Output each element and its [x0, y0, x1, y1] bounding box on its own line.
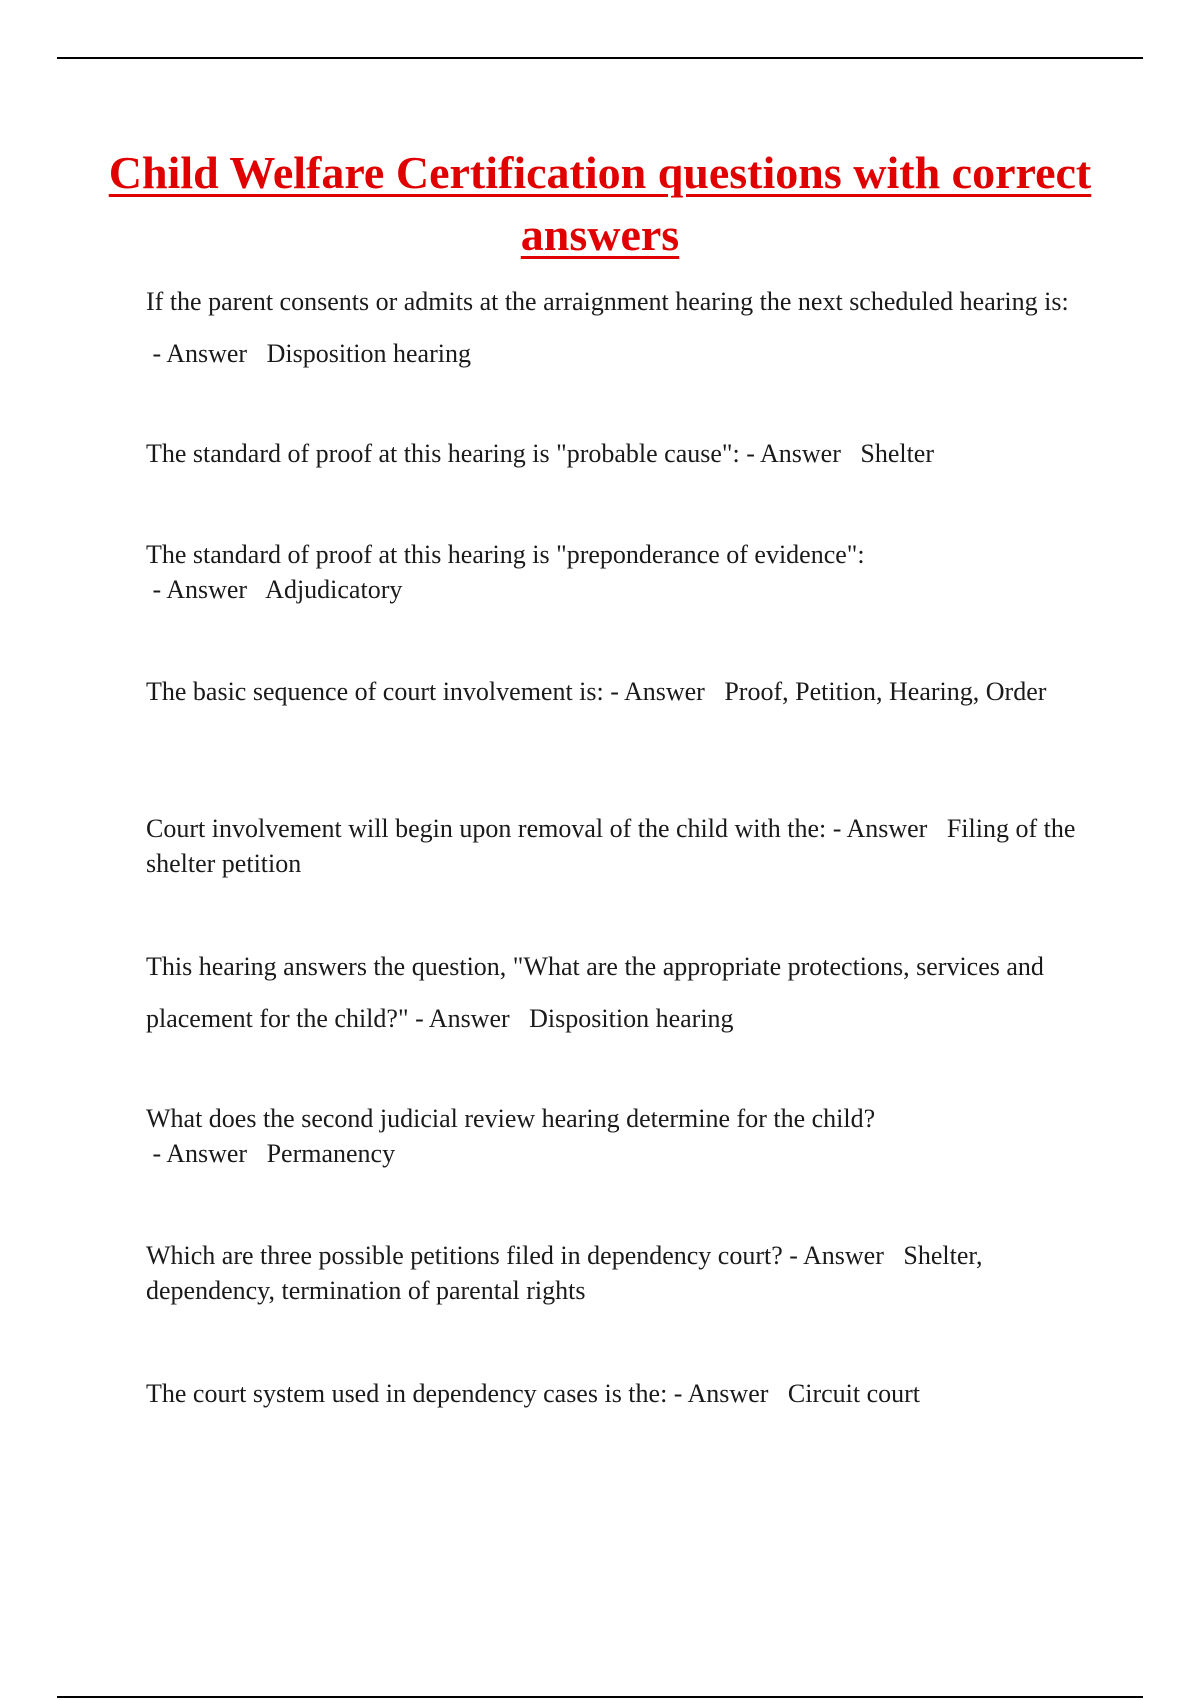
qa-item-3	[146, 537, 1096, 607]
question-text: The standard of proof at this hearing is "probable cause":	[146, 439, 740, 468]
qa-item-4	[146, 674, 1096, 709]
answer-marker: - Answer	[408, 1004, 530, 1033]
footer-rule	[57, 1696, 1143, 1698]
answer-marker: - Answer	[667, 1379, 788, 1408]
question-text: If the parent consents or admits at the arraignment hearing the next scheduled hearing is:	[146, 287, 1069, 316]
question-text: The basic sequence of court involvement is:	[146, 677, 604, 706]
qa-item-1	[146, 276, 1096, 380]
answer-text: Shelter	[860, 439, 935, 468]
qa-item-9	[146, 1376, 1096, 1411]
answer-marker: - Answer	[739, 439, 861, 468]
question-text: The standard of proof at this hearing is "preponderance of evidence":	[146, 540, 865, 569]
question-text: This hearing answers the question, "What are the appropriate protections, services and placement for the child?"	[146, 952, 1044, 1033]
answer-marker: - Answer	[146, 575, 266, 604]
question-text: Which are three possible petitions filed in dependency court?	[146, 1241, 783, 1270]
qa-item-6	[146, 941, 1096, 1045]
qa-item-2	[146, 436, 1096, 471]
qa-item-7	[146, 1101, 1096, 1171]
answer-marker: - Answer	[603, 677, 725, 706]
answer-text: Disposition hearing	[529, 1004, 734, 1033]
answer-marker: - Answer	[146, 339, 267, 368]
header-rule	[57, 57, 1143, 59]
document-title: Child Welfare Certification questions with correct answers	[108, 147, 1092, 260]
qa-item-5	[146, 811, 1096, 881]
question-text: The court system used in dependency cases is the:	[146, 1379, 668, 1408]
answer-text: Permanency	[266, 1139, 396, 1168]
answer-marker: - Answer	[782, 1241, 904, 1270]
answer-marker: - Answer	[826, 814, 947, 843]
answer-text: Disposition hearing	[266, 339, 471, 368]
question-text: What does the second judicial review hearing determine for the child?	[146, 1104, 876, 1133]
answer-text: Adjudicatory	[265, 575, 403, 604]
answer-text: Circuit court	[787, 1379, 921, 1408]
question-text: Court involvement will begin upon removal of the child with the:	[146, 814, 827, 843]
answer-text: Proof, Petition, Hearing, Order	[724, 677, 1047, 706]
answer-text: Filing of the shelter petition	[146, 814, 1076, 878]
answer-marker: - Answer	[146, 1139, 267, 1168]
qa-item-8	[146, 1238, 1096, 1308]
answer-text: Shelter, dependency, termination of parental rights	[146, 1241, 983, 1305]
